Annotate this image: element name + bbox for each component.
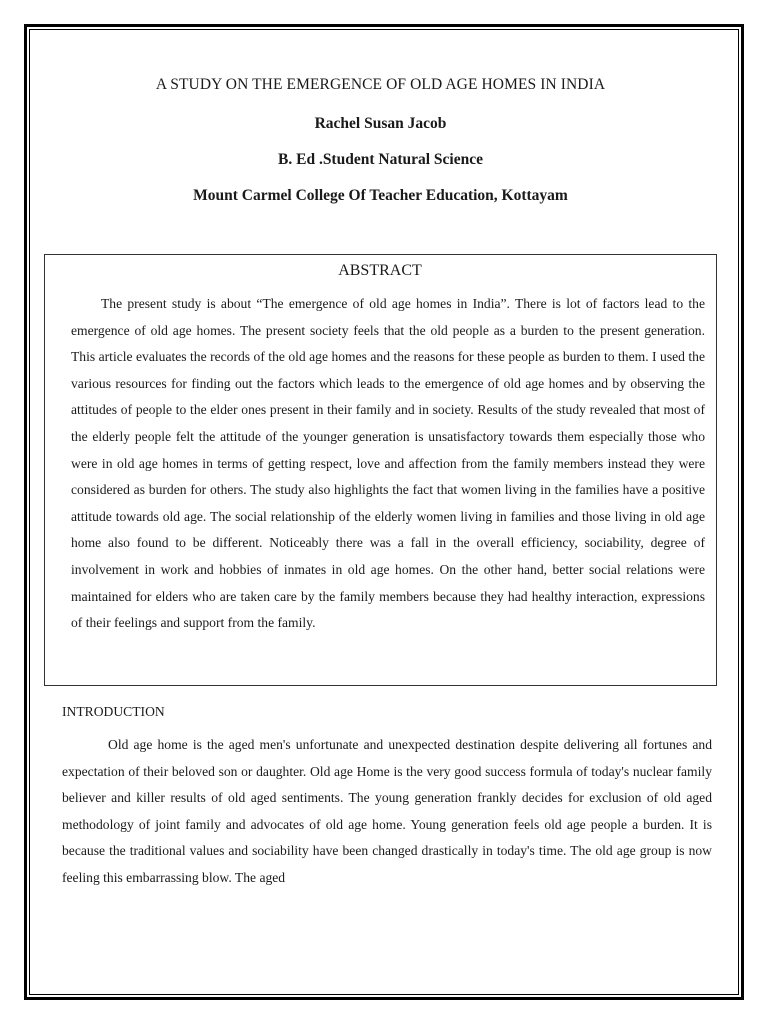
document-page [44,70,717,885]
introduction-body: Old age home is the aged men's unfortunate and unexpected destination despite delivering all fortunes and expectation of their beloved son or daughter. Old age Home is the very good success formula of today's nuclear family believer and killer results of old aged sentiments. The young generation frankly decides for exclusion of old aged methodology of joint family and advocates of old age home. Young generation feels old age people a burden. It is because the traditional values and sociability have been changed drastically in today's time. The old age group is now feeling this embarrassing blow. The aged [62,737,712,885]
abstract-heading: ABSTRACT [338,262,422,279]
abstract-body: The present study is about “The emergence of old age homes in India”. There is lot of factors lead to the emergence of old age homes. The present society feels that the old people as a burden to the present generation. This article evaluates the records of the old age homes and the reasons for these people as burden to them. I used the various resources for finding out the factors which leads to the emergence of old age homes and by observing the attitudes of people to the elder ones present in their family and in society. Results of the study revealed that most of the elderly people felt the attitude of the younger generation is unsatisfactory towards them especially those who were in old age homes in terms of getting respect, love and affection from the family members instead they were considered as burden for others. The study also highlights the fact that women living in the families have a positive attitude towards old age. The social relationship of the elderly women living in families and those living in old age home also found to be different. Noticeably there was a fall in the overall efficiency, sociability, degree of involvement in work and hobbies of inmates in old age homes. On the other hand, better social relations were maintained for elders who are taken care by the family members because they had healthy interaction, expressions of their feelings and support from the family. [71,296,705,631]
author-designation: B. Ed .Student Natural Science [278,151,483,168]
document-title: A STUDY ON THE EMERGENCE OF OLD AGE HOMES IN INDIA [155,76,606,93]
author-name: Rachel Susan Jacob [314,115,447,132]
abstract-box [44,254,717,686]
introduction-heading: INTRODUCTION [62,704,165,719]
author-institution: Mount Carmel College Of Teacher Education, Kottayam [193,187,568,204]
